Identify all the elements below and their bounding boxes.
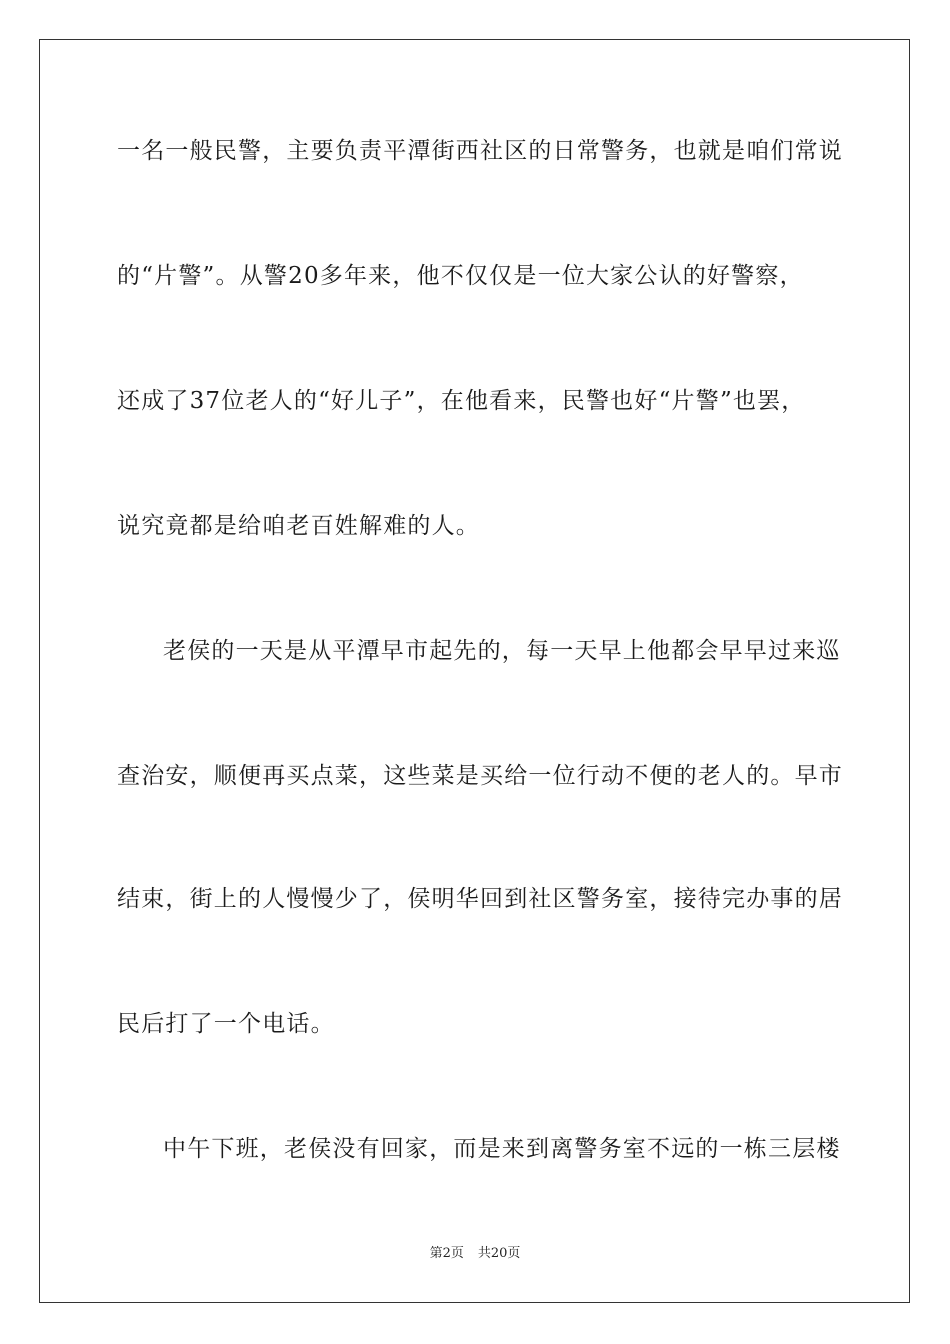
- text-line-9: 中午下班，老侯没有回家，而是来到离警务室不远的一栋三层楼: [163, 1136, 841, 1162]
- page-border: [39, 39, 910, 1303]
- text-line-2: 的“片警”。从警20多年来，他不仅仅是一位大家公认的好警察，: [117, 263, 804, 289]
- page-footer: [0, 1245, 950, 1263]
- page-total: 共20页: [477, 1246, 521, 1261]
- text-line-7: 结束，街上的人慢慢少了，侯明华回到社区警务室，接待完办事的居: [117, 886, 843, 912]
- text-line-8: 民后打了一个电话。: [117, 1011, 335, 1037]
- text-line-5: 老侯的一天是从平潭早市起先的，每一天早上他都会早早过来巡: [163, 638, 841, 664]
- text-line-4: 说究竟都是给咱老百姓解难的人。: [117, 513, 480, 539]
- page-number: 第2页: [429, 1246, 464, 1261]
- text-line-3: 还成了37位老人的“好儿子”，在他看来，民警也好“片警”也罢，: [117, 388, 806, 414]
- text-line-6: 查治安，顺便再买点菜，这些菜是买给一位行动不便的老人的。早市: [117, 763, 843, 789]
- text-line-1: 一名一般民警，主要负责平潭街西社区的日常警务，也就是咱们常说: [117, 138, 843, 164]
